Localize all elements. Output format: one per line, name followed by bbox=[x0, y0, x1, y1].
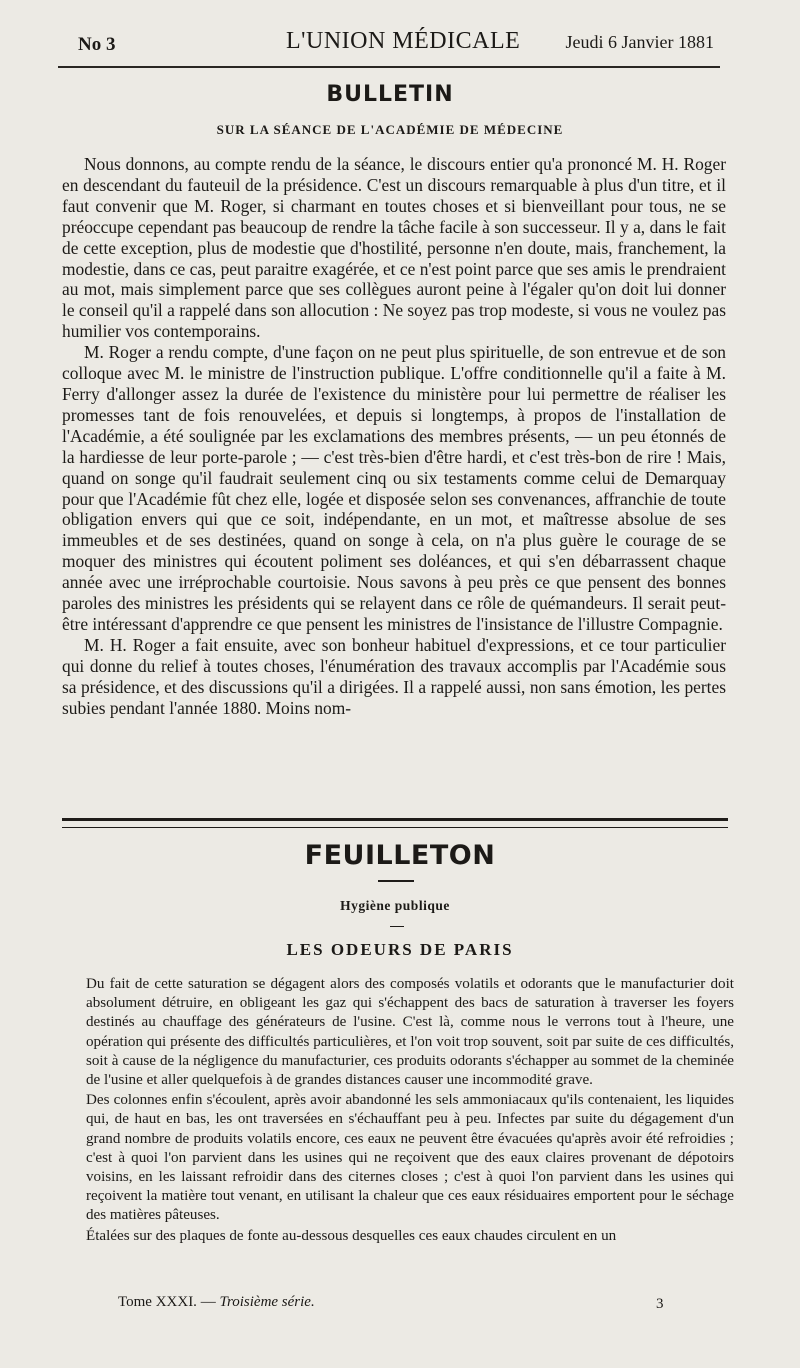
bulletin-paragraph: M. Roger a rendu compte, d'une façon on ne peut plus spirituelle, de son entrevue et de son colloque avec M. le ministre de l'instruction publique. L'offre conditionnelle qu'il a faite à M. Ferry d'allonger assez la durée de l'existence du ministère pour lui permettre de réaliser les promesses tant de fois renouvelées, et depuis si longtemps, à propos de l'installation de l'Académie, a été soulignée par les exclamations des membres présents, — un peu étonnés de la hardiesse de leur porte-parole ; — c'est très-bien d'être hardi, et c'est très-bon de rire ! Mais, quand on songe qu'il faudrait seulement cinq ou six testaments comme celui de Demarquay pour que l'Académie fût chez elle, logée et disposée selon ses convenances, affranchie de toute obligation envers qui que ce soit, indépendante, en un mot, et maîtresse absolue de ses immeubles et de ses destinées, quand on songe à cela, on n'a plus guère le courage de se moquer des ministres qui écoutent poliment ses doléances, et qui s'en débarrassent chaque année avec une irréprochable courtoisie. Nous savons à peu près ce que pensent des bonnes paroles des ministres les présidents qui se relayent dans ce rôle de quémandeurs. Il serait peut-être intéressant d'apprendre ce que pensent les ministres de l'insistance de l'illustre Compagnie. bbox=[62, 342, 726, 634]
section-heading: Hygiène publique bbox=[340, 898, 450, 913]
bulletin-paragraph: M. H. Roger a fait ensuite, avec son bonheur habituel d'expressions, et ce tour particulier qui donne du relief à toutes choses, l'énumération des travaux accomplis par l'Académie sous sa présidence, et des discussions qu'il a dirigées. Il a rappelé aussi, non sans émotion, les pertes subies pendant l'année 1880. Moins nom- bbox=[62, 634, 726, 718]
page-footer bbox=[118, 1294, 315, 1311]
series-label: Troisième série. bbox=[219, 1294, 315, 1310]
feuilleton-paragraph: Étalées sur des plaques de fonte au-dessous desquelles ces eaux chaudes circulent en un bbox=[86, 1227, 617, 1244]
heading-dash bbox=[390, 926, 404, 927]
feuilleton-body bbox=[86, 975, 734, 1246]
volume-label: Tome XXXI. bbox=[118, 1294, 197, 1310]
feuilleton-title: FEUILLETON bbox=[304, 840, 496, 871]
page-number: 3 bbox=[656, 1296, 664, 1312]
issue-number: No 3 bbox=[78, 34, 116, 55]
feuilleton-paragraph: Du fait de cette saturation se dégagent alors des composés volatils et odorants que le manufacturier doit absolument détruire, en obligeant les gaz qui s'échappent des bacs de saturation à traverser les foyers destinés au chauffage des générateurs de l'usine. C'est là, comme nous le verrons tout à l'heure, une opération qui présente des difficultés particulières, et l'on voit trop souvent, soit par suite de ces difficultés, soit à cause de la négligence du manufacturier, ces produits odorants s'échapper au sommet de la cheminée de l'usine et aller quelquefois à de grandes distances causer une incommodité grave. bbox=[86, 976, 734, 1089]
bulletin-body bbox=[62, 154, 726, 718]
feuilleton-paragraph: Des colonnes enfin s'écoulent, après avoir abandonné les sels ammoniacaux qu'ils contenaient, les liquides qui, de haut en bas, les ont traversées en s'échauffant peu à peu. Infectes par suite du dégagement d'un grand nombre de produits volatils encore, ces eaux ne peuvent être évacuées qu'après avoir été refroidies ; c'est à quoi l'on parvient dans les usines qui ne reçoivent que des eaux claires provenant de dépotoirs voisins, en les laissant refroidir dans des citernes closes ; c'est à quoi l'on parvient dans les usines qui reçoivent la matière tout venant, en utilisant la chaleur que ces eaux résiduaires emportent pour le séchage des matières pâteuses. bbox=[86, 1092, 734, 1224]
page-header bbox=[78, 24, 714, 64]
journal-title: L'UNION MÉDICALE bbox=[286, 28, 521, 54]
header-rule bbox=[58, 66, 720, 68]
footer-separator: — bbox=[196, 1294, 220, 1310]
bulletin-title: BULLETIN bbox=[326, 82, 454, 107]
bulletin-paragraph: Nous donnons, au compte rendu de la séance, le discours entier qu'a prononcé M. H. Roger en descendant du fauteuil de la présidence. C'est un discours remarquable à plus d'un titre, et il faut convenir que M. Roger, si charmant en toutes choses et si bienveillant pour tous, ne se préoccupe cependant pas beaucoup de rendre la tâche facile à son successeur. Il y a, dans le fait de cette exception, plus de modestie que d'hostilité, personne n'en doute, mais, franchement, la modestie, dans ce cas, peut paraitre exagérée, et ce n'est point parce que ses amis le prendraient au mot, mais simplement parce que ses collègues auront peine à l'égaler qu'on doit lui donner le conseil qu'il a rappelé dans son allocution : Ne soyez pas trop modeste, si vous ne voulez pas humilier vos contemporains. bbox=[62, 154, 726, 342]
section-divider bbox=[62, 818, 728, 828]
title-dash bbox=[378, 880, 414, 882]
article-title: LES ODEURS DE PARIS bbox=[286, 940, 514, 959]
issue-date: Jeudi 6 Janvier 1881 bbox=[565, 32, 714, 52]
bulletin-subtitle: SUR LA SÉANCE DE L'ACADÉMIE DE MÉDECINE bbox=[216, 122, 564, 137]
